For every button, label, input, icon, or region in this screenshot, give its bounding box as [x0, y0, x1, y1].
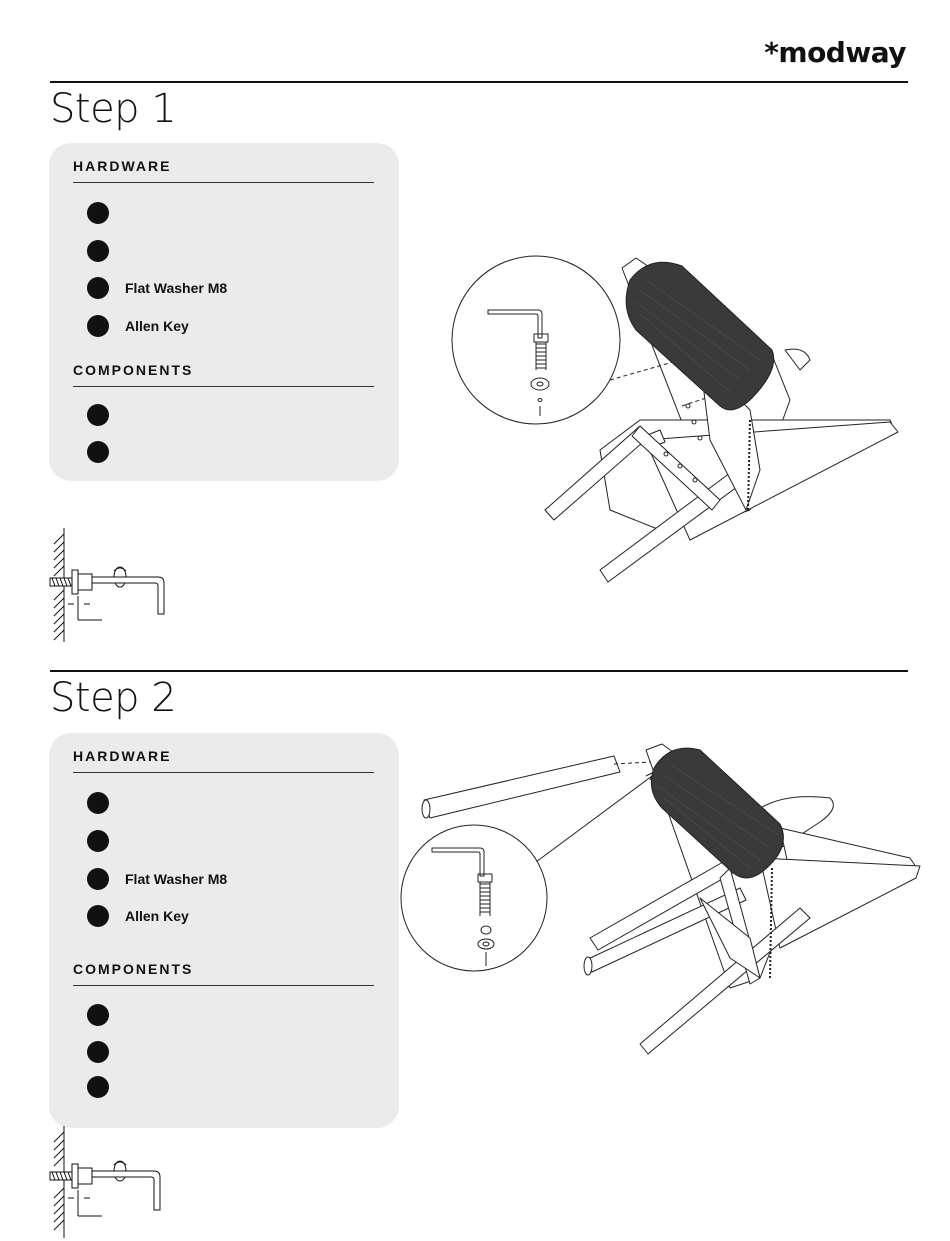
part-marker-icon — [87, 1004, 109, 1026]
step-1-hardware-item-allen-key: Allen Key — [87, 315, 189, 337]
step-2-component-item — [87, 1041, 125, 1063]
step-2-hardware-item-allen-key: Allen Key — [87, 905, 189, 927]
step-2-component-item — [87, 1004, 125, 1026]
step-1-divider — [50, 81, 908, 83]
chair-back-fabric — [651, 748, 783, 878]
part-marker-icon — [87, 441, 109, 463]
step-1-component-item — [87, 404, 125, 426]
step-1-parts-panel — [49, 143, 399, 481]
step-2-hardware-item-flat-washer: Flat Washer M8 — [87, 868, 227, 890]
step-2-hardware-heading: HARDWARE — [73, 748, 374, 773]
modway-logo: *modway — [764, 36, 906, 69]
part-marker-icon — [87, 1041, 109, 1063]
step-1-hardware-item-flat-washer: Flat Washer M8 — [87, 277, 227, 299]
part-marker-icon — [87, 1076, 109, 1098]
step-2-components-heading: COMPONENTS — [73, 961, 374, 986]
part-marker-icon — [87, 202, 109, 224]
step-2-title: Step 2 — [50, 675, 177, 721]
step-2-chair-illustration — [400, 738, 920, 1058]
step-1-hardware-item — [87, 240, 125, 262]
step-1-title: Step 1 — [50, 86, 177, 132]
part-marker-icon — [87, 792, 109, 814]
step-2-parts-panel — [49, 733, 399, 1128]
step-1-chair-illustration — [450, 210, 910, 630]
part-marker-icon — [87, 868, 109, 890]
step-2-hardware-item — [87, 830, 125, 852]
step-2-tighten-diagram — [50, 1126, 170, 1240]
step-1-hardware-heading: HARDWARE — [73, 158, 374, 183]
part-marker-icon — [87, 315, 109, 337]
step-1-component-item — [87, 441, 125, 463]
step-2-hardware-item — [87, 792, 125, 814]
step-1-tighten-diagram — [50, 528, 170, 644]
part-marker-icon — [87, 240, 109, 262]
step-1-hardware-item — [87, 202, 125, 224]
part-marker-icon — [87, 830, 109, 852]
part-marker-icon — [87, 404, 109, 426]
step-2-divider — [50, 670, 908, 672]
chair-back-fabric — [626, 262, 774, 410]
step-1-components-heading: COMPONENTS — [73, 362, 374, 387]
part-marker-icon — [87, 905, 109, 927]
part-marker-icon — [87, 277, 109, 299]
step-2-component-item — [87, 1076, 125, 1098]
